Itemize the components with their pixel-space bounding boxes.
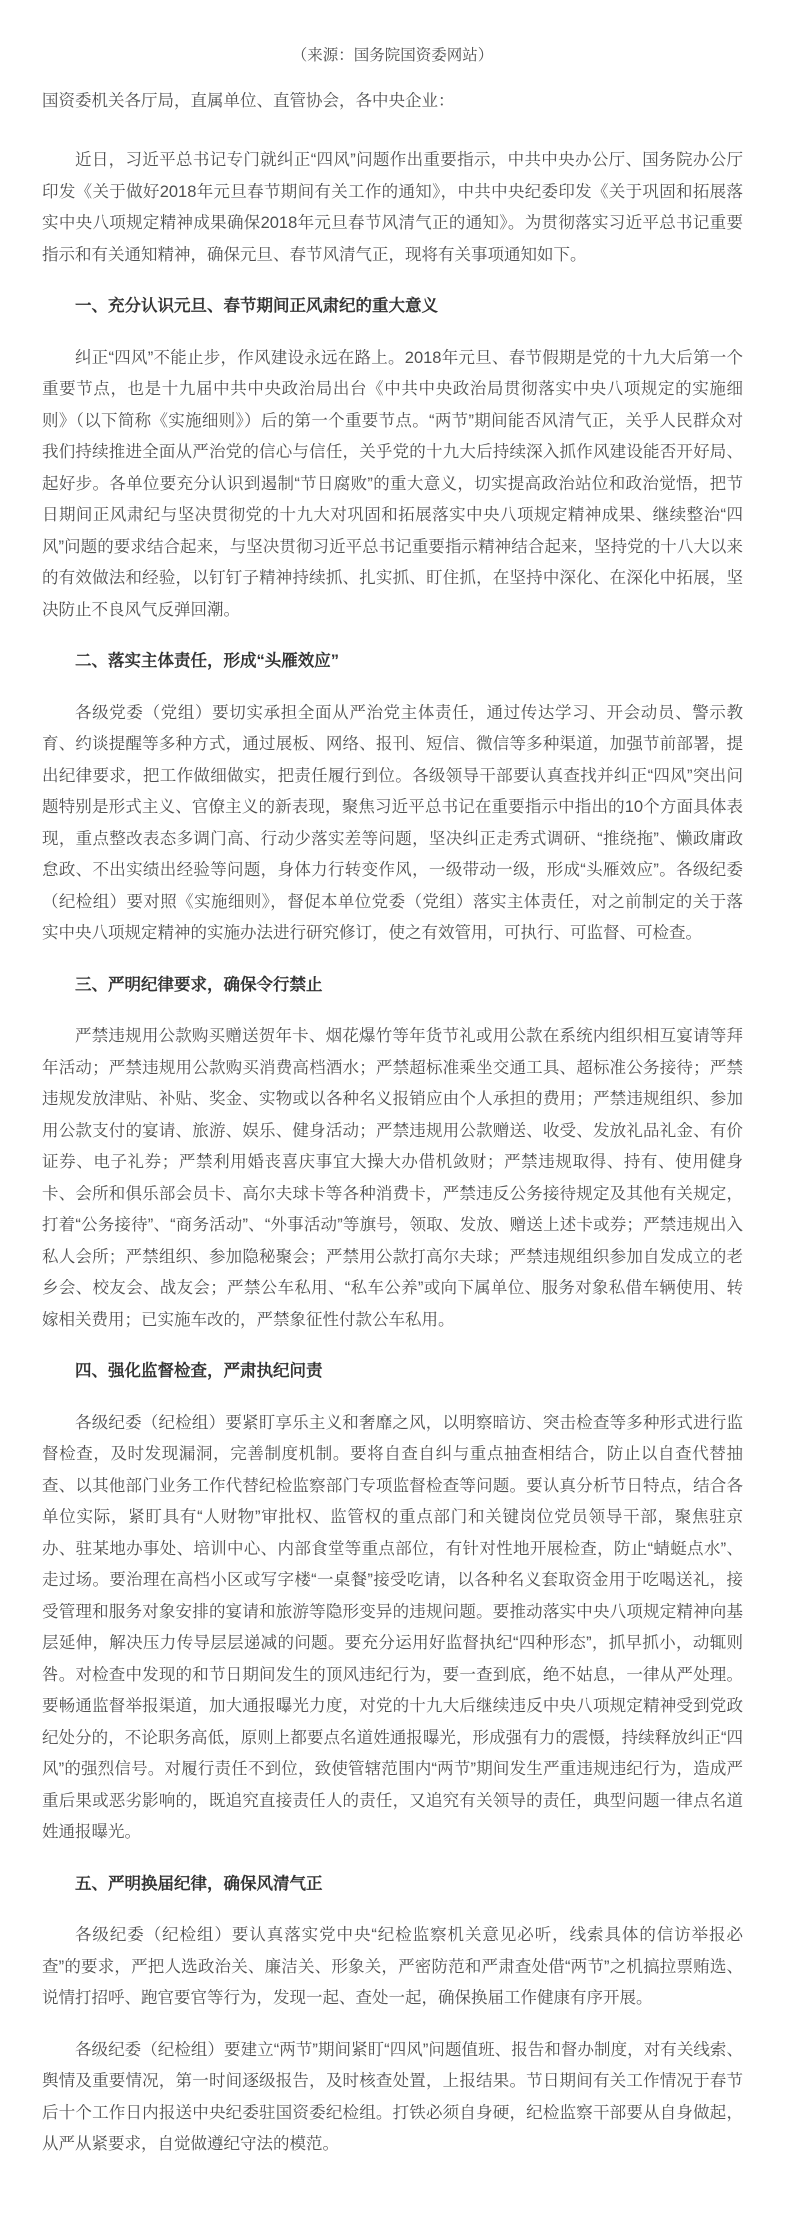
section-heading: 五、严明换届纪律，确保风清气正 [75, 1874, 323, 1893]
section-heading: 三、严明纪律要求，确保令行禁止 [75, 975, 323, 994]
source-line: （来源：国务院国资委网站） [291, 47, 494, 64]
section-heading: 一、充分认识元旦、春节期间正风肃纪的重大意义 [75, 297, 438, 315]
paragraph: 各级党委（党组）要切实承担全面从严治党主体责任，通过传达学习、开会动员、警示教育、约谈提醒等多种方式，通过展板、网络、报刊、短信、微信等多种渠道，加强节前部署，提出纪律要求，把工作做细做实，把责任履行到位。各级领导干部要认真查找并纠正“四风”突出问题特别是形式主义、官僚主义的新表现，聚焦习近平总书记在重要指示中指出的10个方面具体表现，重点整改表态多调门高、行动少落实差等问题，坚决纠正走秀式调研、“推绕拖”、懒政庸政怠政、不出实绩出经验等问题，身体力行转变作风，一级带动一级，形成“头雁效应”。各级纪委（纪检组）要对照《实施细则》，督促本单位党委（党组）落实主体责任，对之前制定的关于落实中央八项规定精神的实施办法进行研究修订，使之有效管用，可执行、可监督、可检查。 [42, 703, 743, 942]
paragraph: 各级纪委（纪检组）要认真落实党中央“纪检监察机关意见必听，线索具体的信访举报必查”的要求，严把人选政治关、廉洁关、形象关，严密防范和严肃查处借“两节”之机搞拉票贿选、说情打招呼、跑官要官等行为，发现一起、查处一起，确保换届工作健康有序开展。 [42, 1926, 743, 2007]
section-heading: 二、落实主体责任，形成“头雁效应” [75, 652, 339, 670]
paragraph: 各级纪委（纪检组）要建立“两节”期间紧盯“四风”问题值班、报告和督办制度，对有关线索、舆情及重要情况，第一时间逐级报告，及时核查处置，上报结果。节日期间有关工作情况于春节后十个工作日内报送中央纪委驻国资委纪检组。打铁必须自身硬，纪检监察干部要从自身做起，从严从紧要求，自觉做遵纪守法的模范。 [42, 2040, 743, 2153]
paragraph: 各级纪委（纪检组）要紧盯享乐主义和奢靡之风，以明察暗访、突击检查等多种形式进行监督检查，及时发现漏洞，完善制度机制。要将自查自纠与重点抽查相结合，防止以自查代替抽查、以其他部门业务工作代替纪检监察部门专项监督检查等问题。要认真分析节日特点，结合各单位实际，紧盯具有“人财物”审批权、监管权的重点部门和关键岗位党员领导干部，聚焦驻京办、驻某地办事处、培训中心、内部食堂等重点部位，有针对性地开展检查，防止“蜻蜓点水”、走过场。要治理在高档小区或写字楼“一桌餐”接受吃请，以各种名义套取资金用于吃喝送礼，接受管理和服务对象安排的宴请和旅游等隐形变异的违规问题。要推动落实中央八项规定精神向基层延伸，解决压力传导层层递减的问题。要充分运用好监督执纪“四种形态”，抓早抓小，动辄则咎。对检查中发现的和节日期间发生的顶风违纪行为，要一查到底，绝不姑息，一律从严处理。要畅通监督举报渠道，加大通报曝光力度，对党的十九大后继续违反中央八项规定精神受到党政纪处分的，不论职务高低，原则上都要点名道姓通报曝光，形成强有力的震慑，持续释放纠正“四风”的强烈信号。对履行责任不到位，致使管辖范围内“两节”期间发生严重违规违纪行为，造成严重后果或恶劣影响的，既追究直接责任人的责任，又追究有关领导的责任，典型问题一律点名道姓通报曝光。 [42, 1413, 743, 1841]
notice-body [42, 145, 743, 2161]
salutation-line: 国资委机关各厅局，直属单位、直管协会，各中央企业： [42, 91, 455, 110]
paragraph: 近日，习近平总书记专门就纠正“四风”问题作出重要指示，中共中央办公厅、国务院办公厅印发《关于做好2018年元旦春节期间有关工作的通知》，中共中央纪委印发《关于巩固和拓展落实中央八项规定精神成果确保2018年元旦春节风清气正的通知》。为贯彻落实习近平总书记重要指示和有关通知精神，确保元旦、春节风清气正，现将有关事项通知如下。 [42, 151, 743, 264]
section-heading: 四、强化监督检查，严肃执纪问责 [75, 1362, 323, 1380]
paragraph: 严禁违规用公款购买赠送贺年卡、烟花爆竹等年货节礼或用公款在系统内组织相互宴请等拜年活动；严禁违规用公款购买消费高档酒水；严禁超标准乘坐交通工具、超标准公务接待；严禁违规发放津贴、补贴、奖金、实物或以各种名义报销应由个人承担的费用；严禁违规组织、参加用公款支付的宴请、旅游、娱乐、健身活动；严禁违规用公款赠送、收受、发放礼品礼金、有价证券、电子礼券；严禁利用婚丧喜庆事宜大操大办借机敛财；严禁违规取得、持有、使用健身卡、会所和俱乐部会员卡、高尔夫球卡等各种消费卡，严禁违反公务接待规定及其他有关规定，打着“公务接待”、“商务活动”、“外事活动”等旗号，领取、发放、赠送上述卡或券；严禁违规出入私人会所；严禁组织、参加隐秘聚会；严禁用公款打高尔夫球；严禁违规组织参加自发成立的老乡会、校友会、战友会；严禁公车私用、“私车公养”或向下属单位、服务对象私借车辆使用、转嫁相关费用；已实施车改的，严禁象征性付款公车私用。 [42, 1027, 743, 1329]
paragraph: 纠正“四风”不能止步，作风建设永远在路上。2018年元旦、春节假期是党的十九大后第一个重要节点，也是十九届中共中央政治局出台《中共中央政治局贯彻落实中央八项规定的实施细则》（以下简称《实施细则》）后的第一个重要节点。“两节”期间能否风清气正，关乎人民群众对我们持续推进全面从严治党的信心与信任，关乎党的十九大后持续深入抓作风建设能否开好局、起好步。各单位要充分认识到遏制“节日腐败”的重大意义，切实提高政治站位和政治觉悟，把节日期间正风肃纪与坚决贯彻党的十九大对巩固和拓展落实中央八项规定精神成果、继续整治“四风”问题的要求结合起来，与坚决贯彻习近平总书记重要指示精神结合起来，坚持党的十八大以来的有效做法和经验，以钉钉子精神持续抓、扎实抓、盯住抓，在坚持中深化、在深化中拓展，坚决防止不良风气反弹回潮。 [42, 348, 743, 619]
